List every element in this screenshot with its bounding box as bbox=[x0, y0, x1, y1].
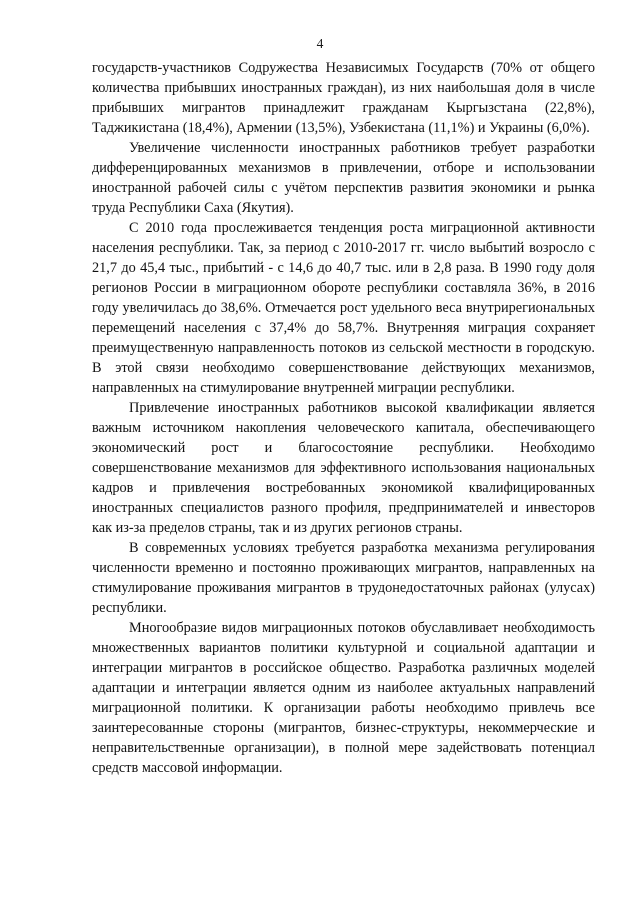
paragraph-foreign-workers: Увеличение численности иностранных работников требует разработки дифференцированных механизмов в привлечении, отборе и использовании иностранной рабочей силы с учётом перспектив развития экономики и рынка труда Республики Саха (Якутия). bbox=[92, 140, 595, 216]
paragraph-adaptation-integration: Многообразие видов миграционных потоков обуславливает необходимость множественных вариантов политики культурной и социальной адаптации и интеграции мигрантов в российское общество. Разработка различных моделей адаптации и интеграции является одним из наиболее актуальных направлений миграционной политики. К организации работы необходимо привлечь все заинтересованные стороны (мигрантов, бизнес-структуры, некоммерческие и неправительственные организации), в полной мере задействовать потенциал средств массовой информации. bbox=[92, 620, 595, 776]
document-body bbox=[92, 58, 595, 778]
page-number: 4 bbox=[316, 36, 324, 51]
paragraph-migration-activity: С 2010 года прослеживается тенденция роста миграционной активности населения республики. Так, за период с 2010-2017 гг. число выбытий возросло с 21,7 до 45,4 тыс., прибытий - с 14,6 до 40,7 тыс. или в 2,8 раза. В 1990 году доля регионов России в миграционном обороте республики составляла 36%, в 2016 году увеличилась до 38,6%. Отмечается рост удельного веса внутрирегиональных перемещений населения с 37,4% до 58,7%. Внутренняя миграция сохраняет преимущественную направленность потоков из сельской местности в городскую. В этой связи необходимо совершенствование действующих механизмов, направленных на стимулирование внутренней миграции республики. bbox=[92, 220, 595, 396]
paragraph-regulation: В современных условиях требуется разработка механизма регулирования численности временно и постоянно проживающих мигрантов, направленных на стимулирование проживания мигрантов в трудонедостаточных районах (улусах) республики. bbox=[92, 540, 595, 616]
paragraph-continued: государств-участников Содружества Независимых Государств (70% от общего количества прибывших иностранных граждан), из них наибольшая доля в числе прибывших мигрантов принадлежит гражданам Кыргызстана (22,8%), Таджикистана (18,4%), Армении (13,5%), Узбекистана (11,1%) и Украины (6,0%). bbox=[92, 60, 595, 136]
paragraph-qualified-workers: Привлечение иностранных работников высокой квалификации является важным источником накопления человеческого капитала, обеспечивающего экономический рост и благосостояние республики. Необходимо совершенствование механизмов для эффективного использования национальных кадров и привлечения востребованных экономикой квалифицированных иностранных специалистов разного профиля, предпринимателей и инвесторов как из-за пределов страны, так и из других регионов страны. bbox=[92, 400, 595, 536]
